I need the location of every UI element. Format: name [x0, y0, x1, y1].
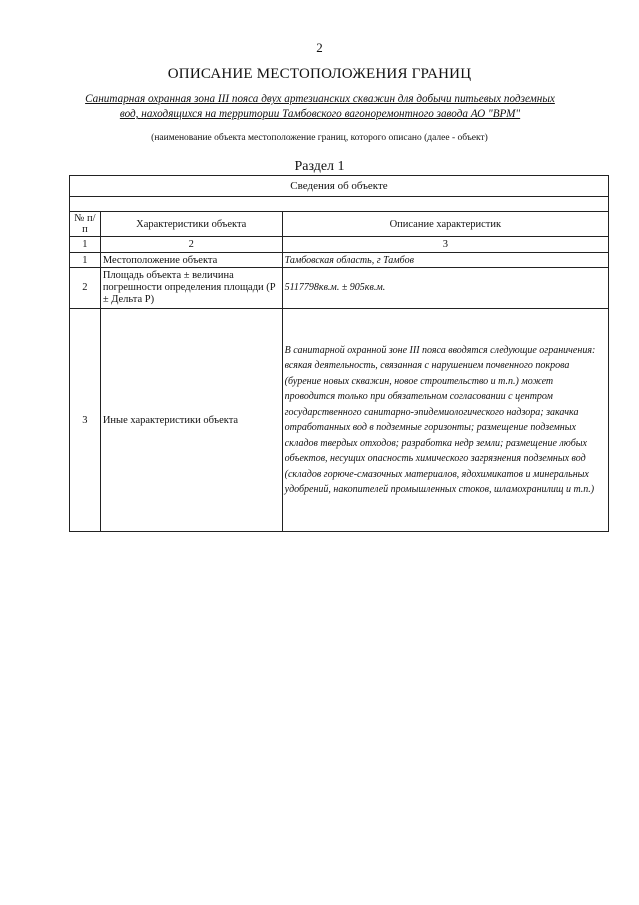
row-number: 3 — [70, 309, 101, 532]
object-name: Санитарная охранная зона III пояса двух артезианских скважин для добычи питьевых подземных вод, находящихся на территории Тамбовского вагоноремонтного завода АО "ВРМ" — [85, 93, 555, 120]
object-info-table — [69, 175, 609, 532]
column-number-row — [70, 237, 609, 253]
row-characteristic: Местоположение объекта — [100, 253, 282, 268]
column-header-number: № п/п — [70, 212, 101, 237]
row-characteristic: Площадь объекта ± величина погрешности определения площади (P ± Дельта P) — [100, 268, 282, 309]
table-row — [70, 309, 609, 532]
section-title: Раздел 1 — [294, 159, 345, 174]
row-number: 2 — [70, 268, 101, 309]
row-description: Тамбовская область, г Тамбов — [282, 253, 608, 268]
column-number-2: 2 — [100, 237, 282, 253]
column-header-row — [70, 212, 609, 237]
row-number: 1 — [70, 253, 101, 268]
column-number-1: 1 — [70, 237, 101, 253]
object-name-caption: (наименование объекта местоположение границ, которого описано (далее - объект) — [151, 133, 488, 143]
table-heading: Сведения об объекте — [70, 176, 609, 197]
table-row — [70, 253, 609, 268]
table-spacer-row — [70, 197, 609, 212]
table-row — [70, 268, 609, 309]
row-characteristic: Иные характеристики объекта — [100, 309, 282, 532]
column-number-3: 3 — [282, 237, 608, 253]
document-title: ОПИСАНИЕ МЕСТОПОЛОЖЕНИЯ ГРАНИЦ — [167, 66, 472, 82]
page-number: 2 — [316, 40, 323, 55]
column-header-characteristic: Характеристики объекта — [100, 212, 282, 237]
row-description: 5117798кв.м. ± 905кв.м. — [282, 268, 608, 309]
column-header-description: Описание характеристик — [282, 212, 608, 237]
row-description: В санитарной охранной зоне III пояса вводятся следующие ограничения: всякая деятельность, связанная с нарушением почвенного покрова (бурение новых скважин, новое строительство и т.п.) может проводится только при обязательном согласовании с центром государственного санитарно-эпидемиологического надзора; закачка отработанных вод в подземные горизонты; размещение подземных складов твердых отходов; разработка недр земли; размещение любых объектов, несущих опасность химического загрязнения подземных вод (складов горюче-смазочных материалов, ядохимикатов и минеральных удобрений, накопителей промышленных стоков, шламохранилищ и т.п.) — [282, 309, 608, 532]
